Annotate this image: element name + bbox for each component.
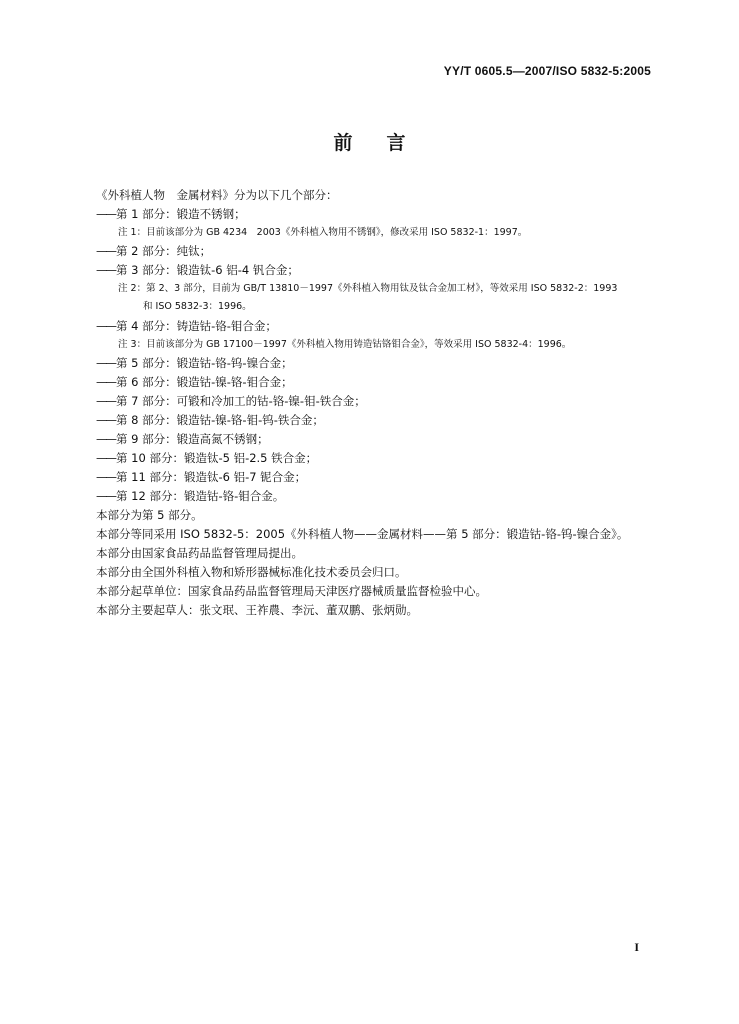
list-item-text: 第 1 部分：锻造不锈钢；: [116, 207, 246, 221]
document-code: YY/T 0605.5—2007/ISO 5832-5:2005: [443, 64, 651, 78]
list-item: [96, 411, 656, 430]
list-item-text: 第 12 部分：锻造钴-铬-钼合金。: [116, 489, 285, 503]
list-dash: ——: [96, 207, 115, 221]
list-dash: ——: [96, 263, 115, 277]
paragraph: 本部分等同采用 ISO 5832-5：2005《外科植人物——金属材料——第 5 部分：锻造钴-铬-钨-镍合金》。: [96, 527, 629, 541]
list-item-text: 第 10 部分：锻造钛-5 铝-2.5 铁合金；: [116, 451, 318, 465]
page-number: I: [634, 940, 639, 954]
list-item-text: 第 2 部分：纯钛；: [116, 244, 212, 258]
list-item: [96, 242, 656, 261]
list-dash: ——: [96, 244, 115, 258]
note-line: 注 1：目前该部分为 GB 4234 2003《外科植入物用不锈钢》，修改采用 ISO 5832-1：1997。: [118, 227, 528, 238]
paragraphs: [96, 506, 656, 620]
list-dash: ——: [96, 451, 115, 465]
list-item: [96, 449, 656, 468]
note-line: 注 3：目前该部分为 GB 17100－1997《外科植入物用铸造钴铬钼合金》，等效采用 ISO 5832-4：1996。: [118, 339, 572, 350]
list-item: [96, 373, 656, 392]
list-item: [96, 392, 656, 411]
paragraph: 本部分为第 5 部分。: [96, 508, 203, 522]
list-item: [96, 205, 656, 224]
note-line: 注 2：第 2、3 部分，目前为 GB/T 13810－1997《外科植入物用钛及钛合金加工材》，等效采用 ISO 5832-2：1993: [118, 283, 618, 294]
list-item: [96, 468, 656, 487]
paragraph: 本部分主要起草人：张文珉、王祚農、李沅、董双鹏、张炳勋。: [96, 603, 418, 617]
intro-line: 《外科植人物 金属材料》分为以下几个部分：: [96, 188, 338, 202]
list-item: [96, 487, 656, 506]
list-dash: ——: [96, 375, 115, 389]
paragraph: 本部分起草单位：国家食品药品监督管理局天津医疗器械质量监督检验中心。: [96, 584, 487, 598]
list-dash: ——: [96, 394, 115, 408]
list-item: [96, 430, 656, 449]
note-continuation: 和 ISO 5832-3：1996。: [143, 301, 252, 312]
parts-list: [96, 205, 656, 506]
list-item: [96, 261, 656, 280]
list-item-text: 第 5 部分：锻造钴-铬-钨-镍合金；: [116, 356, 293, 370]
list-item-text: 第 4 部分：铸造钴-铬-钼合金；: [116, 319, 277, 333]
paragraph: 本部分由全国外科植入物和矫形器械标准化技术委员会归口。: [96, 565, 407, 579]
list-item-text: 第 8 部分：锻造钴-镍-铬-钼-钨-铁合金；: [116, 413, 324, 427]
list-dash: ——: [96, 489, 115, 503]
list-item: [96, 317, 656, 336]
list-dash: ——: [96, 470, 115, 484]
list-dash: ——: [96, 432, 115, 446]
list-dash: ——: [96, 319, 115, 333]
list-item-text: 第 11 部分：锻造钛-6 铝-7 铌合金；: [116, 470, 307, 484]
document-body: [96, 186, 656, 620]
list-dash: ——: [96, 413, 115, 427]
list-item-text: 第 6 部分：锻造钴-镍-铬-钼合金；: [116, 375, 293, 389]
page-title: 前言: [333, 132, 440, 154]
list-dash: ——: [96, 356, 115, 370]
list-item-text: 第 3 部分：锻造钛-6 铝-4 钒合金；: [116, 263, 299, 277]
list-item-text: 第 9 部分：锻造高氮不锈钢；: [116, 432, 269, 446]
paragraph: 本部分由国家食品药品监督管理局提出。: [96, 546, 303, 560]
list-item-text: 第 7 部分：可锻和冷加工的钴-铬-镍-钼-铁合金；: [116, 394, 366, 408]
list-item: [96, 354, 656, 373]
